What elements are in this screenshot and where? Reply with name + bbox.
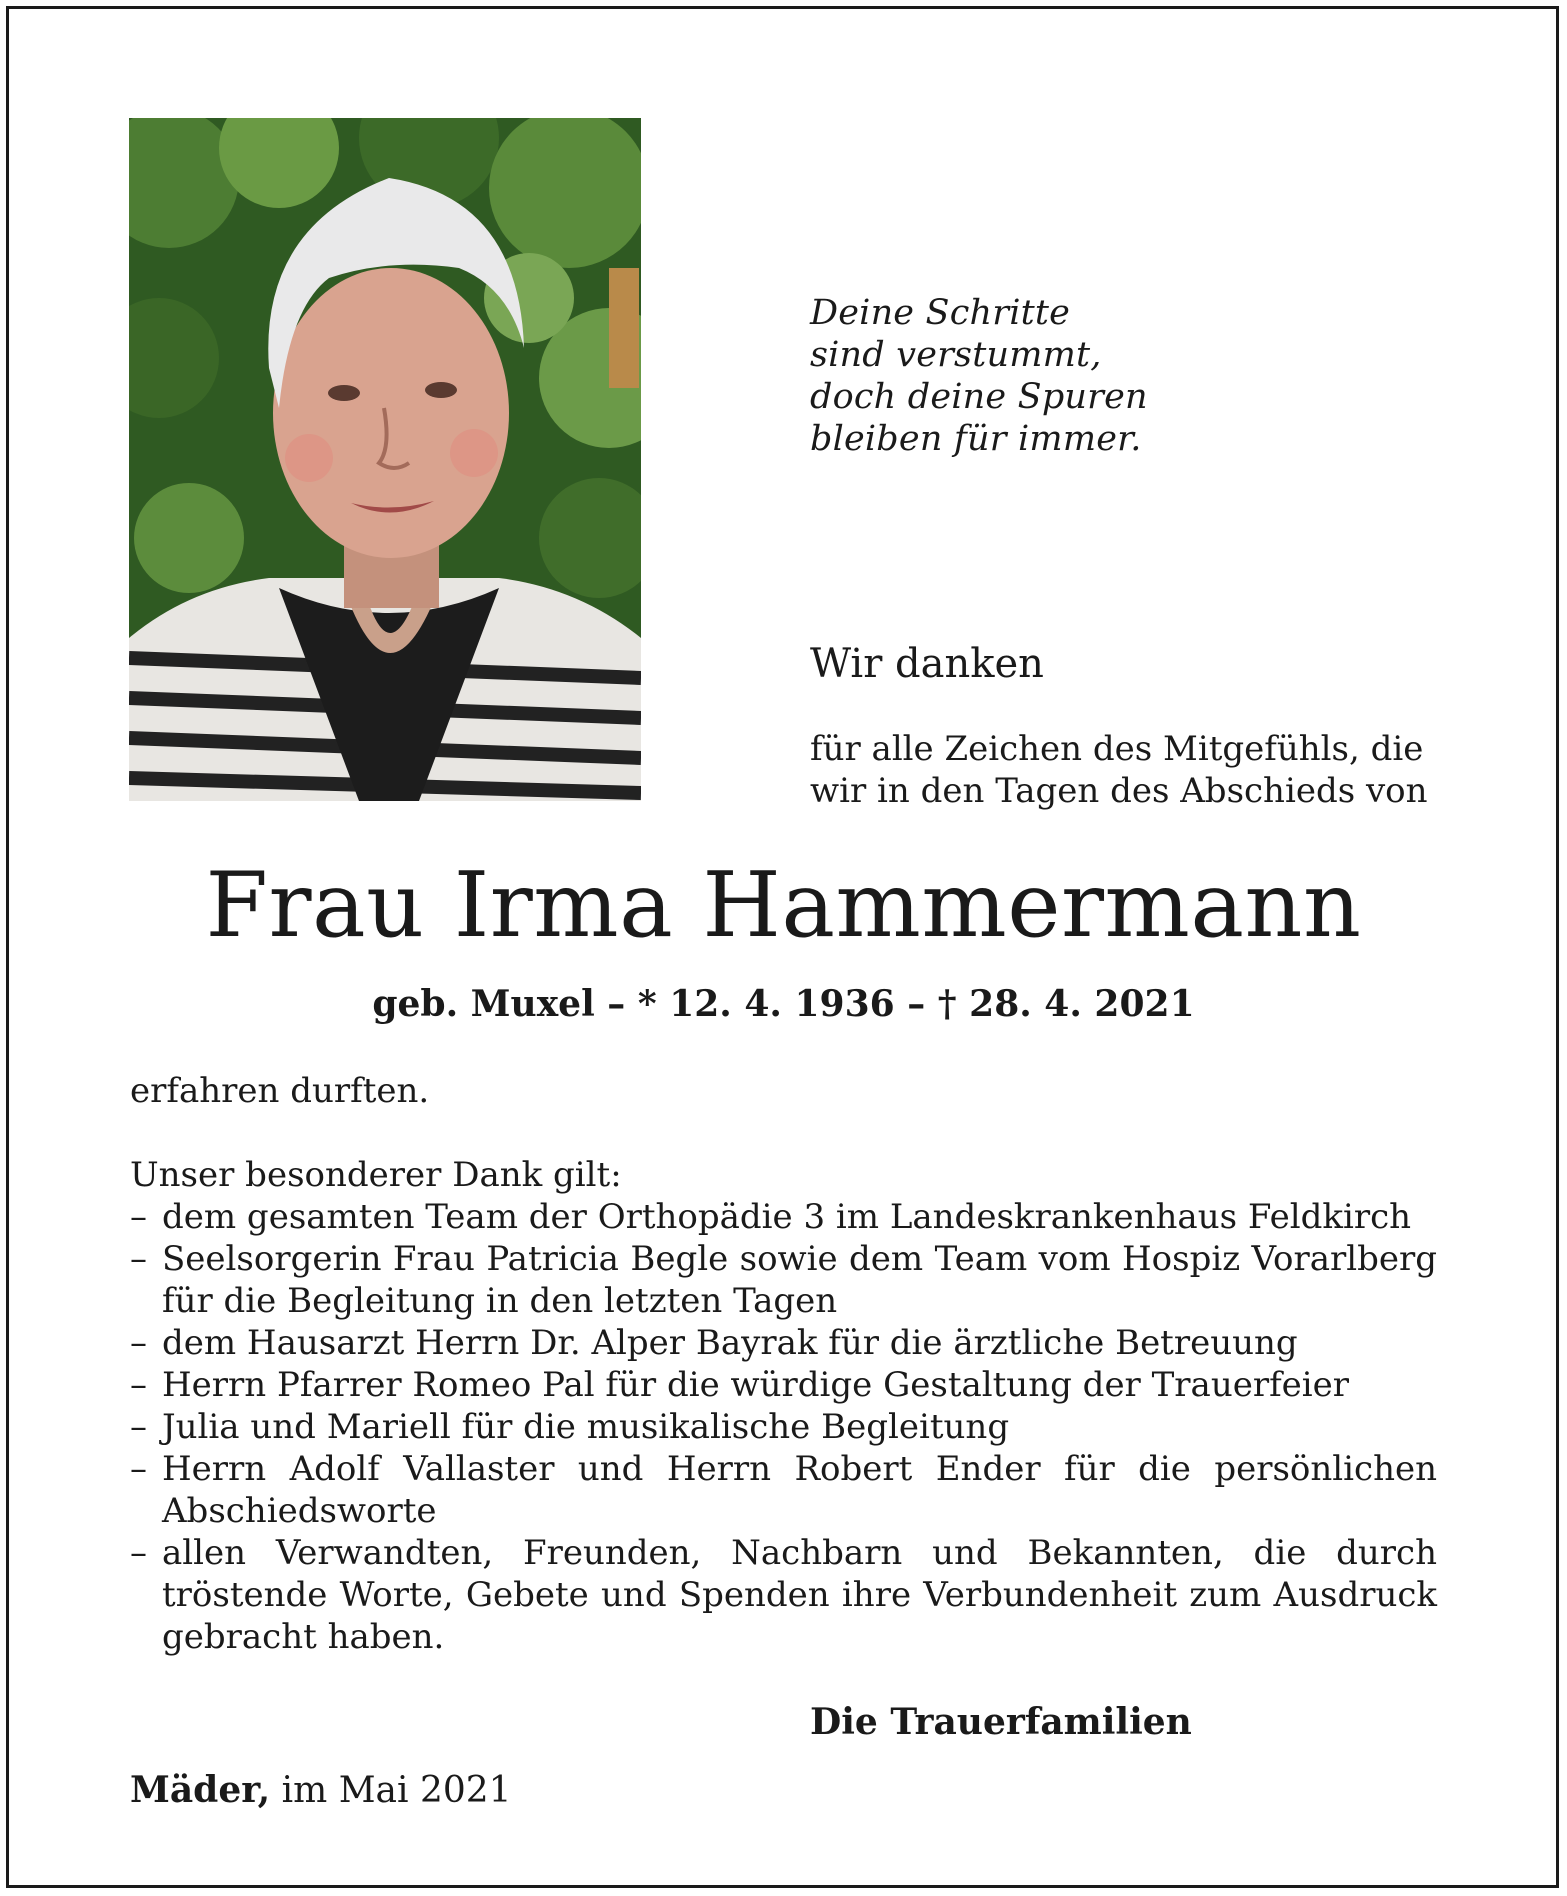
dash-bullet: – — [130, 1533, 147, 1573]
list-item-text: Julia und Mariell für die musikalische Begleitung — [162, 1407, 1010, 1447]
separator: – — [907, 983, 926, 1025]
portrait-photo — [129, 118, 641, 801]
dash-bullet: – — [130, 1407, 147, 1447]
list-item-text: dem Hausarzt Herrn Dr. Alper Bayrak für die ärztliche Betreuung — [162, 1323, 1298, 1363]
signature: Die Trauerfamilien — [810, 1701, 1192, 1743]
life-dates — [0, 982, 1567, 1026]
list-item — [130, 1238, 1437, 1322]
death-date: † 28. 4. 2021 — [937, 983, 1195, 1025]
dash-bullet: – — [130, 1197, 147, 1237]
thanks-heading: Wir danken — [810, 641, 1044, 687]
dash-bullet: – — [130, 1449, 147, 1489]
list-item — [130, 1532, 1437, 1658]
closing-intro: erfahren durften. — [130, 1071, 430, 1111]
portrait-image — [129, 118, 641, 801]
list-item — [130, 1322, 1437, 1364]
place-date-text: im Mai 2021 — [281, 1770, 512, 1811]
list-item-text: Herrn Pfarrer Romeo Pal für die würdige Gestaltung der Trauerfeier — [162, 1365, 1350, 1405]
poem-line: doch deine Spuren — [810, 377, 1148, 417]
deceased-name: Frau Irma Hammermann — [205, 853, 1362, 958]
list-item-text: dem gesamten Team der Orthopädie 3 im Landeskrankenhaus Feldkirch — [162, 1197, 1412, 1237]
list-item — [130, 1406, 1437, 1448]
list-item — [130, 1364, 1437, 1406]
poem-line: Deine Schritte — [810, 293, 1071, 333]
list-item-text: Seelsorgerin Frau Patricia Begle sowie dem Team vom Hospiz Vorarlberg für die Begleitung in den letzten Tagen — [162, 1239, 1437, 1321]
maiden-name: geb. Muxel — [372, 983, 595, 1025]
intro-line: für alle Zeichen des Mitgefühls, die — [810, 729, 1424, 769]
thanks-list — [130, 1196, 1437, 1658]
list-item-text: allen Verwandten, Freunden, Nachbarn und Bekannten, die durch tröstende Worte, Gebete und Spenden ihre Verbundenheit zum Ausdruck gebracht haben. — [162, 1533, 1437, 1657]
dash-bullet: – — [130, 1323, 147, 1363]
place-town: Mäder, — [130, 1769, 271, 1811]
memorial-poem — [810, 292, 1148, 460]
list-item — [130, 1448, 1437, 1532]
birth-date: * 12. 4. 1936 — [637, 983, 895, 1025]
poem-line: bleiben für immer. — [810, 419, 1142, 459]
separator: – — [607, 983, 626, 1025]
dash-bullet: – — [130, 1365, 147, 1405]
dash-bullet: – — [130, 1239, 147, 1279]
list-item — [130, 1196, 1437, 1238]
place-date — [130, 1768, 512, 1813]
intro-line: wir in den Tagen des Abschieds von — [810, 771, 1428, 811]
special-thanks-heading: Unser besonderer Dank gilt: — [130, 1155, 622, 1195]
list-item-text: Herrn Adolf Vallaster und Herrn Robert Ender für die persönlichen Abschiedsworte — [162, 1449, 1437, 1531]
thanks-intro — [810, 728, 1437, 812]
poem-line: sind verstummt, — [810, 335, 1102, 375]
